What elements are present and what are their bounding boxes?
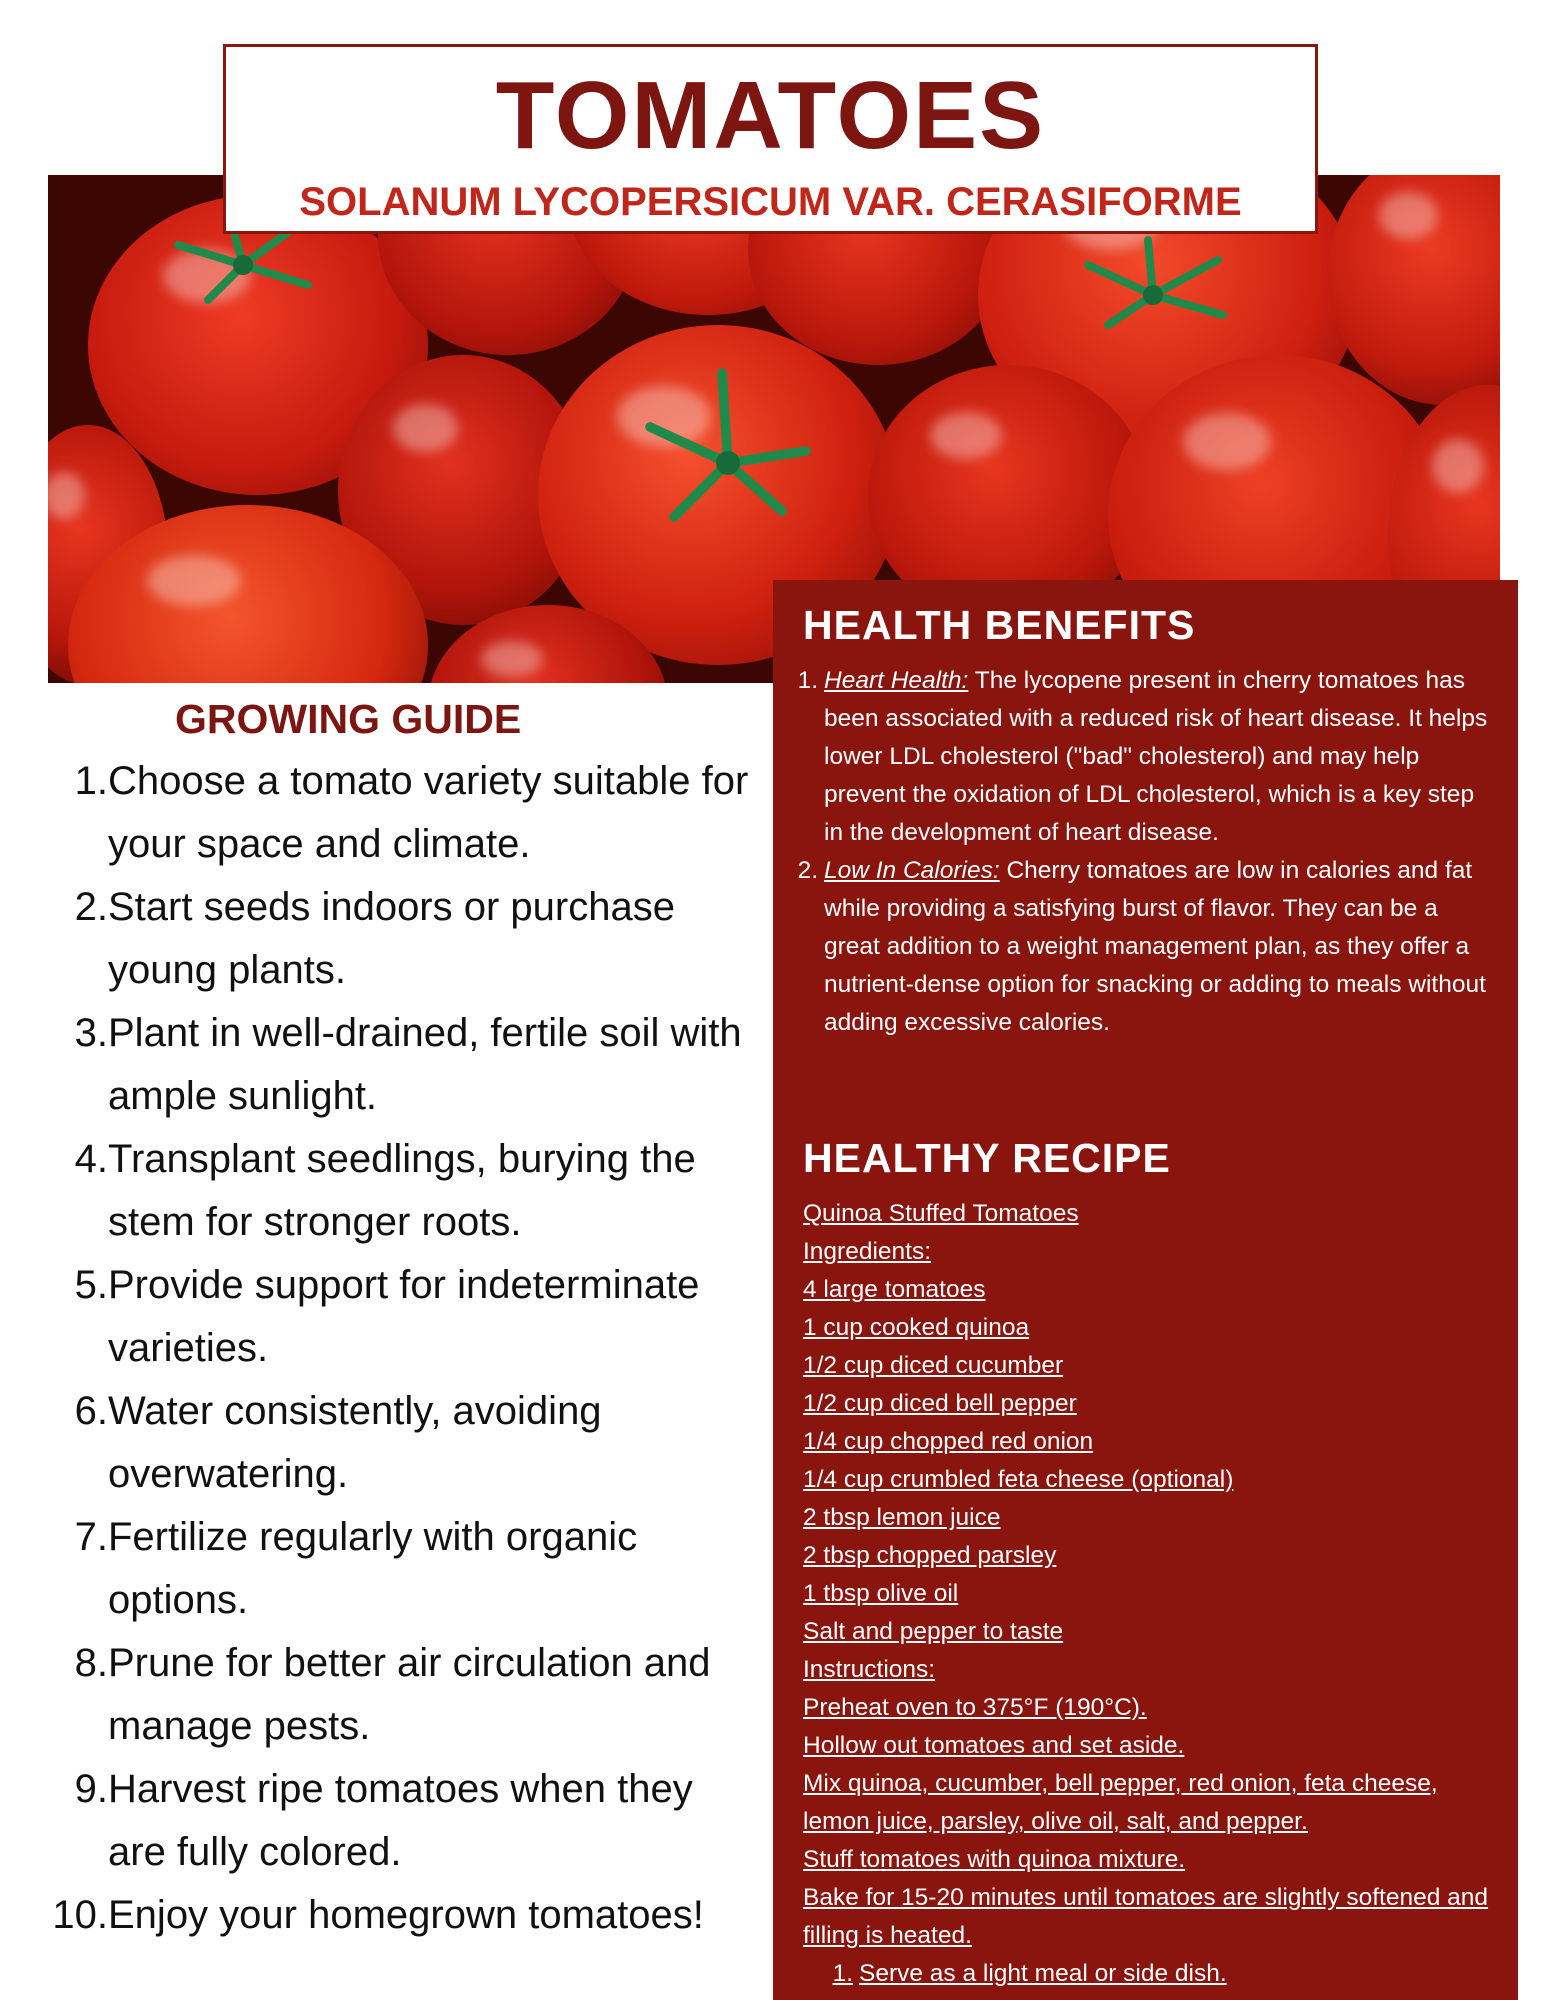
list-text: Transplant seedlings, burying the stem for stronger roots. bbox=[108, 1137, 696, 1244]
ingredients-label: Ingredients: bbox=[803, 1238, 932, 1265]
growing-guide-list bbox=[48, 750, 758, 1947]
list-number: 10. bbox=[52, 1893, 108, 1937]
list-number: 5. bbox=[74, 1263, 108, 1307]
page-title: TOMATOES bbox=[495, 62, 1046, 169]
health-benefits-heading: HEALTH BENEFITS bbox=[803, 602, 1196, 648]
list-item bbox=[48, 1380, 758, 1506]
ingredient: 2 tbsp chopped parsley bbox=[803, 1542, 1057, 1569]
list-text: Choose a tomato variety suitable for your space and climate. bbox=[108, 759, 749, 866]
list-number: 3. bbox=[74, 1011, 108, 1055]
list-number: 6. bbox=[74, 1389, 108, 1433]
instructions-label: Instructions: bbox=[803, 1656, 936, 1683]
ingredient: 1/4 cup chopped red onion bbox=[803, 1428, 1094, 1455]
list-item bbox=[48, 1002, 758, 1128]
ingredient: 1 tbsp olive oil bbox=[803, 1580, 959, 1607]
benefit-text: The lycopene present in cherry tomatoes has been associated with a reduced risk of heart disease. It helps lower LDL cholesterol ("bad" cholesterol) and may help prevent the oxidation of LDL cholesterol, which is a key step in the development of heart disease. bbox=[824, 667, 1488, 846]
list-number: 4. bbox=[74, 1137, 108, 1181]
list-number: 2. bbox=[74, 885, 108, 929]
list-text: Harvest ripe tomatoes when they are fully colored. bbox=[108, 1767, 693, 1874]
list-number: 8. bbox=[74, 1641, 108, 1685]
list-text: Serve as a light meal or side dish. bbox=[859, 1960, 1227, 1987]
benefit-text: Cherry tomatoes are low in calories and fat while providing a satisfying burst of flavor. They can be a great addition to a weight management plan, as they offer a nutrient-dense option for snacking or adding to meals without adding excessive calories. bbox=[824, 857, 1486, 1036]
list-item bbox=[48, 1632, 758, 1758]
stem-icon bbox=[638, 365, 818, 525]
list-text: Plant in well-drained, fertile soil with ample sunlight. bbox=[108, 1011, 742, 1118]
list-number: 1. bbox=[74, 759, 108, 803]
list-item bbox=[48, 876, 758, 1002]
ingredient: 4 large tomatoes bbox=[803, 1276, 986, 1303]
ingredient: 1/2 cup diced cucumber bbox=[803, 1352, 1064, 1379]
list-text: Prune for better air circulation and manage pests. bbox=[108, 1641, 711, 1748]
list-number: 9. bbox=[74, 1767, 108, 1811]
list-number: 1. bbox=[832, 1960, 853, 1987]
recipe-name: Quinoa Stuffed Tomatoes bbox=[803, 1200, 1079, 1227]
final-step bbox=[803, 1955, 1503, 1993]
list-text: Water consistently, avoiding overwatering. bbox=[108, 1389, 602, 1496]
page-subtitle: SOLANUM LYCOPERSICUM VAR. CERASIFORME bbox=[299, 180, 1242, 224]
stem-icon bbox=[1078, 235, 1228, 335]
ingredient: 1 cup cooked quinoa bbox=[803, 1314, 1030, 1341]
growing-guide-heading: GROWING GUIDE bbox=[175, 696, 522, 742]
instruction: Stuff tomatoes with quinoa mixture. bbox=[803, 1846, 1186, 1873]
instruction: Mix quinoa, cucumber, bell pepper, red onion, feta cheese, lemon juice, parsley, olive oil, salt, and pepper. bbox=[803, 1770, 1438, 1835]
list-number: 7. bbox=[74, 1515, 108, 1559]
ingredient: Salt and pepper to taste bbox=[803, 1618, 1064, 1645]
ingredient: 1/4 cup crumbled feta cheese (optional) bbox=[803, 1466, 1234, 1493]
list-item bbox=[788, 662, 1498, 852]
ingredient: 2 tbsp lemon juice bbox=[803, 1504, 1001, 1531]
recipe bbox=[803, 1195, 1503, 1993]
list-text: Fertilize regularly with organic options. bbox=[108, 1515, 638, 1622]
instruction: Preheat oven to 375°F (190°C). bbox=[803, 1694, 1147, 1721]
list-item bbox=[788, 852, 1498, 1042]
healthy-recipe-heading: HEALTHY RECIPE bbox=[803, 1135, 1171, 1181]
list-number: 2. bbox=[797, 857, 818, 884]
instruction: Hollow out tomatoes and set aside. bbox=[803, 1732, 1185, 1759]
list-item bbox=[48, 1128, 758, 1254]
health-benefits-list bbox=[788, 662, 1498, 1042]
list-item bbox=[48, 1758, 758, 1884]
list-text: Enjoy your homegrown tomatoes! bbox=[108, 1893, 704, 1937]
title-box bbox=[223, 44, 1318, 234]
ingredient: 1/2 cup diced bell pepper bbox=[803, 1390, 1077, 1417]
list-item bbox=[48, 1884, 758, 1947]
list-text bbox=[824, 662, 1498, 852]
list-text bbox=[824, 852, 1498, 1042]
list-number: 1. bbox=[797, 667, 818, 694]
list-item bbox=[48, 1506, 758, 1632]
benefit-label: Heart Health: bbox=[824, 667, 969, 694]
list-item bbox=[48, 750, 758, 876]
info-panel bbox=[773, 580, 1518, 2000]
list-text: Start seeds indoors or purchase young plants. bbox=[108, 885, 675, 992]
list-text: Provide support for indeterminate varieties. bbox=[108, 1263, 700, 1370]
instruction: Bake for 15-20 minutes until tomatoes are slightly softened and filling is heated. bbox=[803, 1884, 1489, 1949]
list-item bbox=[48, 1254, 758, 1380]
benefit-label: Low In Calories: bbox=[824, 857, 1000, 884]
